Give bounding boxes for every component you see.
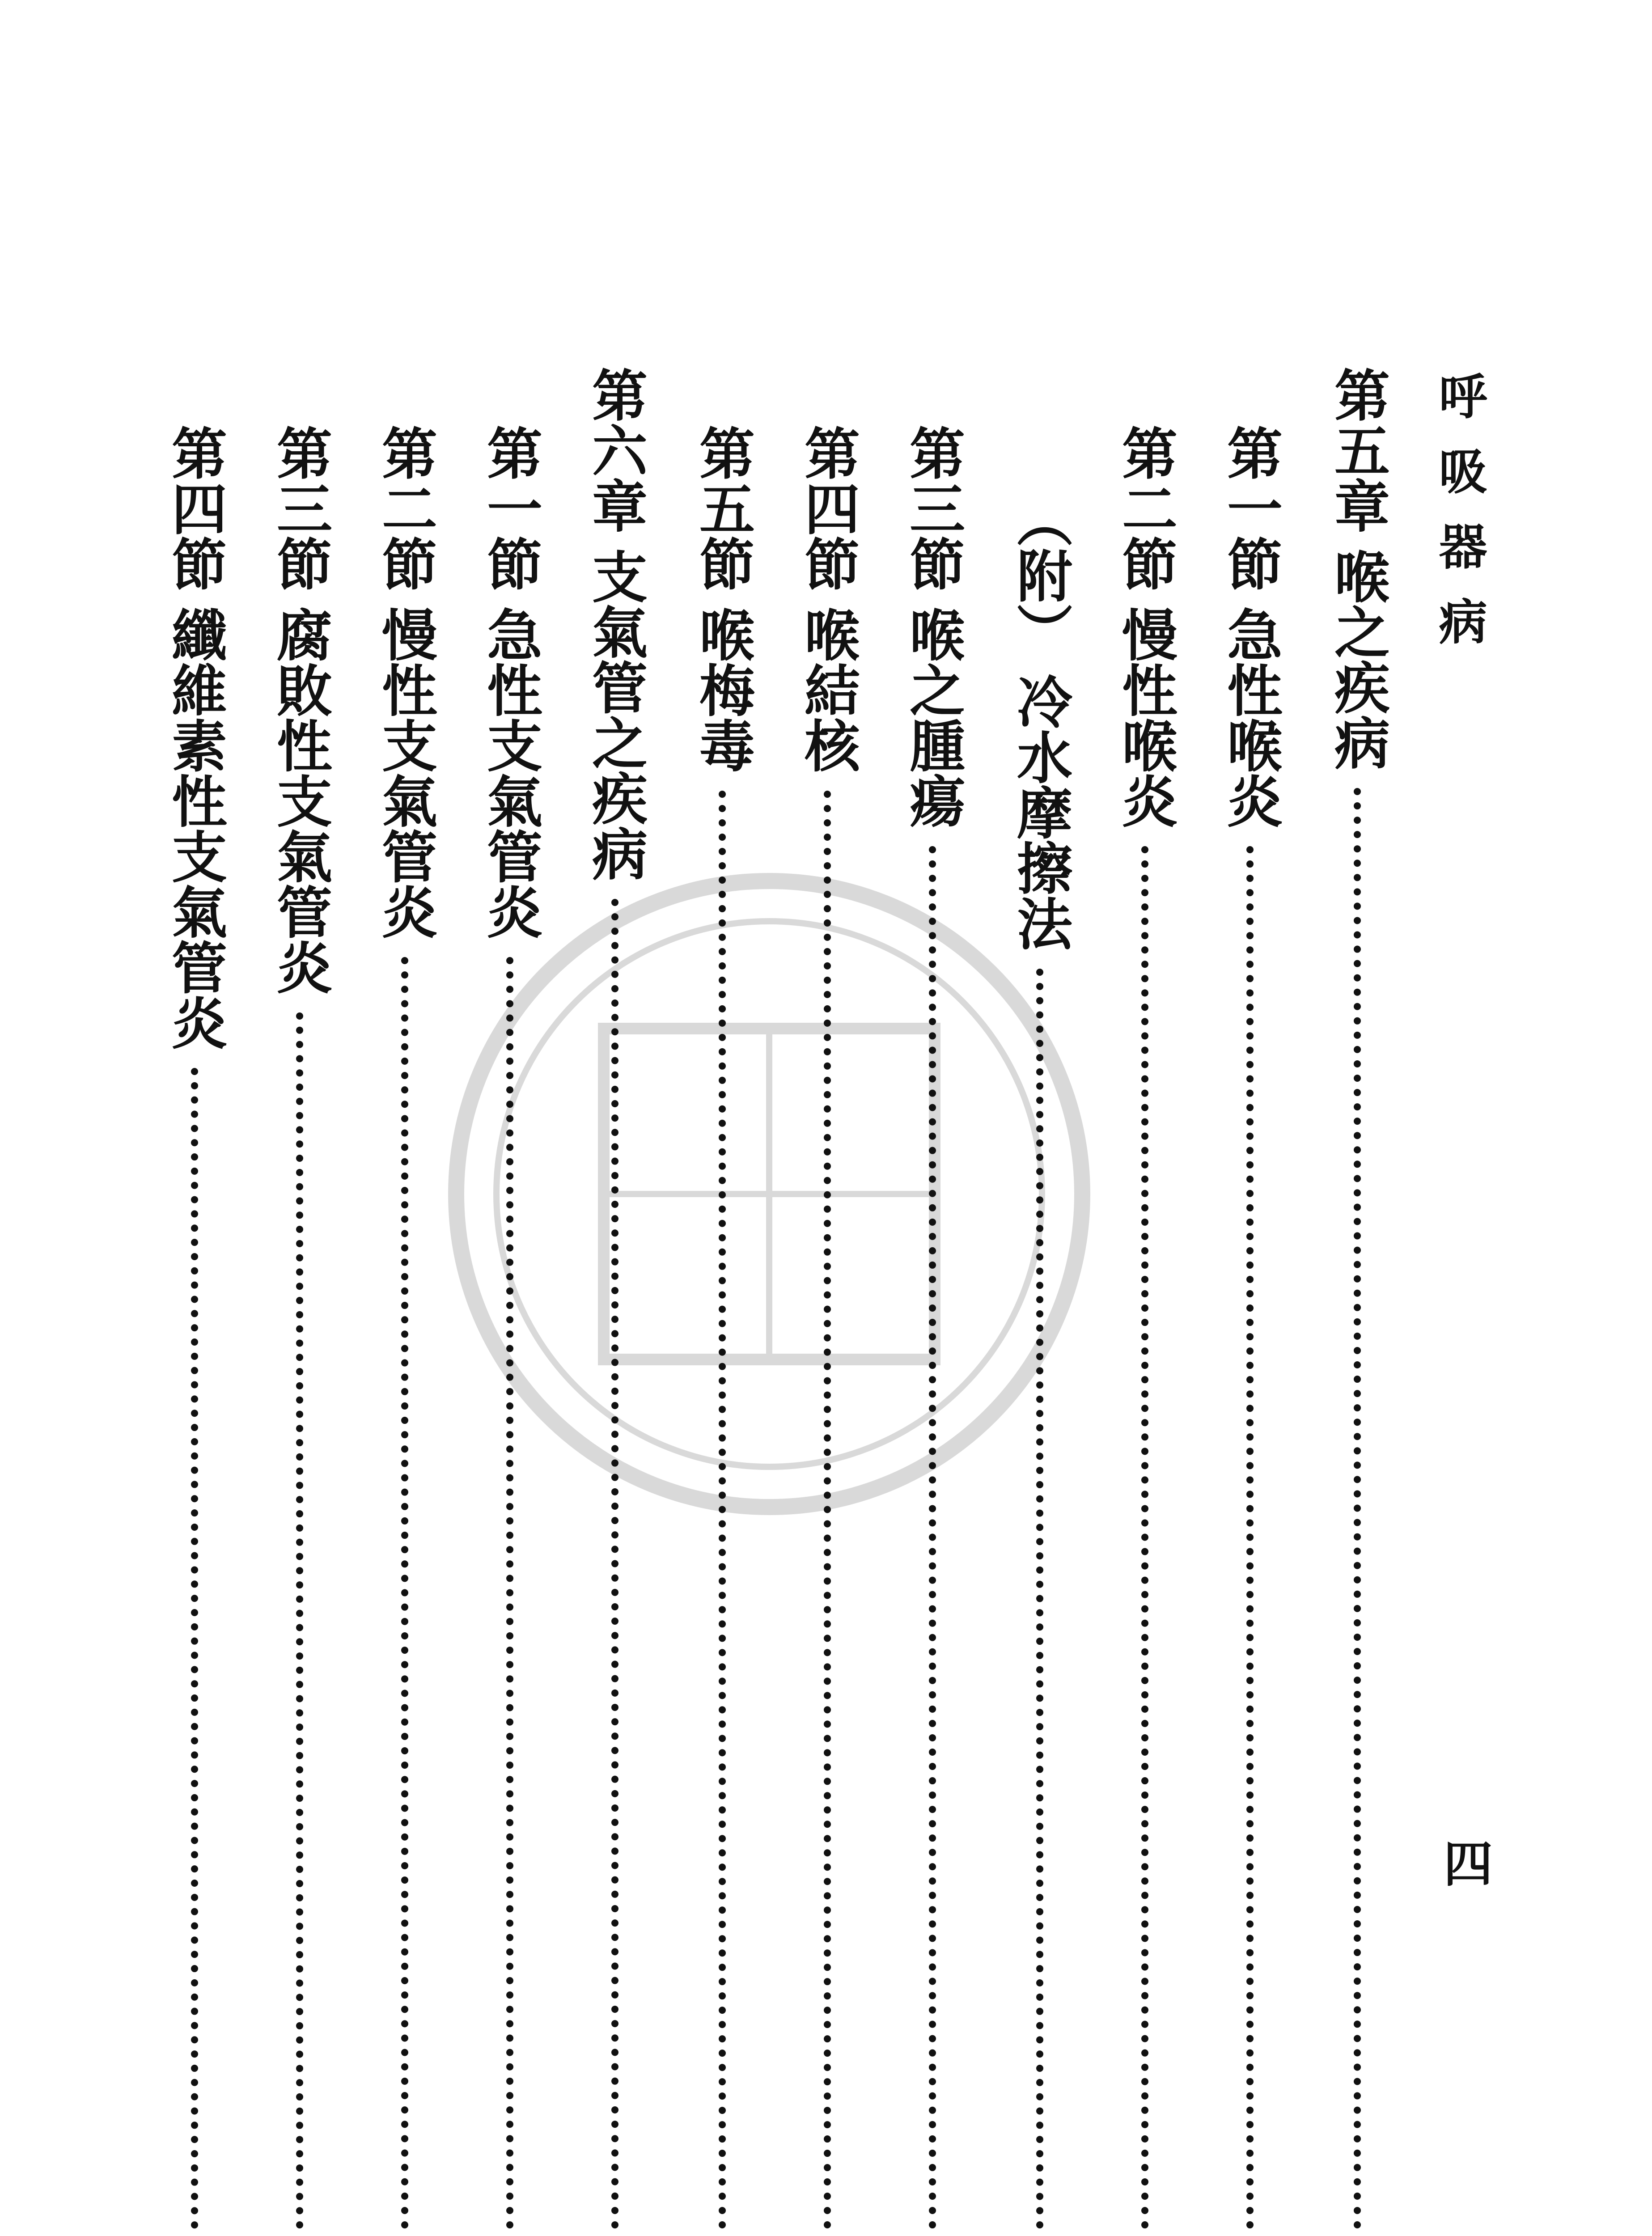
toc-leader-dots <box>296 1012 303 2229</box>
toc-entry-title: 慢性喉炎 <box>1113 606 1178 828</box>
toc-entry <box>257 425 342 2236</box>
toc-entry-title: 纖維素性支氣管炎 <box>162 606 227 1050</box>
toc-entry-label: 第四節 <box>795 425 860 591</box>
toc-entry-label: 第六章 <box>583 367 648 533</box>
toc-entry <box>680 425 765 2236</box>
toc-entry <box>890 425 975 2236</box>
toc-leader-dots <box>824 791 831 2229</box>
toc-leader-dots <box>1141 846 1148 2229</box>
toc-entry <box>1102 425 1187 2236</box>
toc-entry <box>785 425 870 2236</box>
toc-entry-label: （附） <box>1008 492 1072 658</box>
toc-entry-label: 第二節 <box>373 425 437 591</box>
toc-entry <box>572 367 657 2236</box>
toc-entry-title: 喉梅毒 <box>690 606 755 773</box>
toc-entry-title: 喉之疾病 <box>1325 548 1390 770</box>
toc-leader-dots <box>1036 969 1043 2229</box>
toc-entry <box>467 425 552 2236</box>
toc-leader-dots <box>1246 846 1254 2229</box>
toc-entry <box>362 425 447 2236</box>
toc-leader-dots <box>1354 788 1361 2229</box>
toc-leader-dots <box>611 899 618 2229</box>
toc-entry-label: 第五節 <box>690 425 755 591</box>
toc-leader-dots <box>929 846 936 2229</box>
toc-entry-title: 支氣管之疾病 <box>583 548 648 881</box>
toc-entry-label: 第三節 <box>267 425 332 591</box>
page-number: 四 <box>1436 1838 1493 1887</box>
toc-entry-label: 第一節 <box>478 425 542 591</box>
toc-entry-title: 急性支氣管炎 <box>478 606 542 939</box>
toc-entry <box>1207 425 1292 2236</box>
toc-entry-title: 喉結核 <box>795 606 860 773</box>
toc-entry-label: 第三節 <box>900 425 965 591</box>
toc-leader-dots <box>506 957 513 2229</box>
toc-leader-dots <box>719 791 726 2229</box>
toc-entry <box>1315 367 1400 2236</box>
toc-entry <box>152 425 237 2236</box>
toc-leader-dots <box>401 957 408 2229</box>
toc-entry-title: 喉之腫瘍 <box>900 606 965 828</box>
toc-leader-dots <box>191 1068 198 2229</box>
toc-entry <box>997 492 1082 2236</box>
toc-entry-label: 第一節 <box>1218 425 1283 591</box>
toc-entry-title: 慢性支氣管炎 <box>373 606 437 939</box>
page-header-title: 呼吸器病 <box>1431 371 1487 672</box>
toc-entry-title: 急性喉炎 <box>1218 606 1283 828</box>
toc-entry-label: 第四節 <box>162 425 227 591</box>
toc-entry-label: 第五章 <box>1325 367 1390 533</box>
toc-entry-label: 第二節 <box>1113 425 1178 591</box>
toc-entry-title: 冷水摩擦法 <box>1008 673 1072 951</box>
toc-entry-title: 腐敗性支氣管炎 <box>267 606 332 995</box>
